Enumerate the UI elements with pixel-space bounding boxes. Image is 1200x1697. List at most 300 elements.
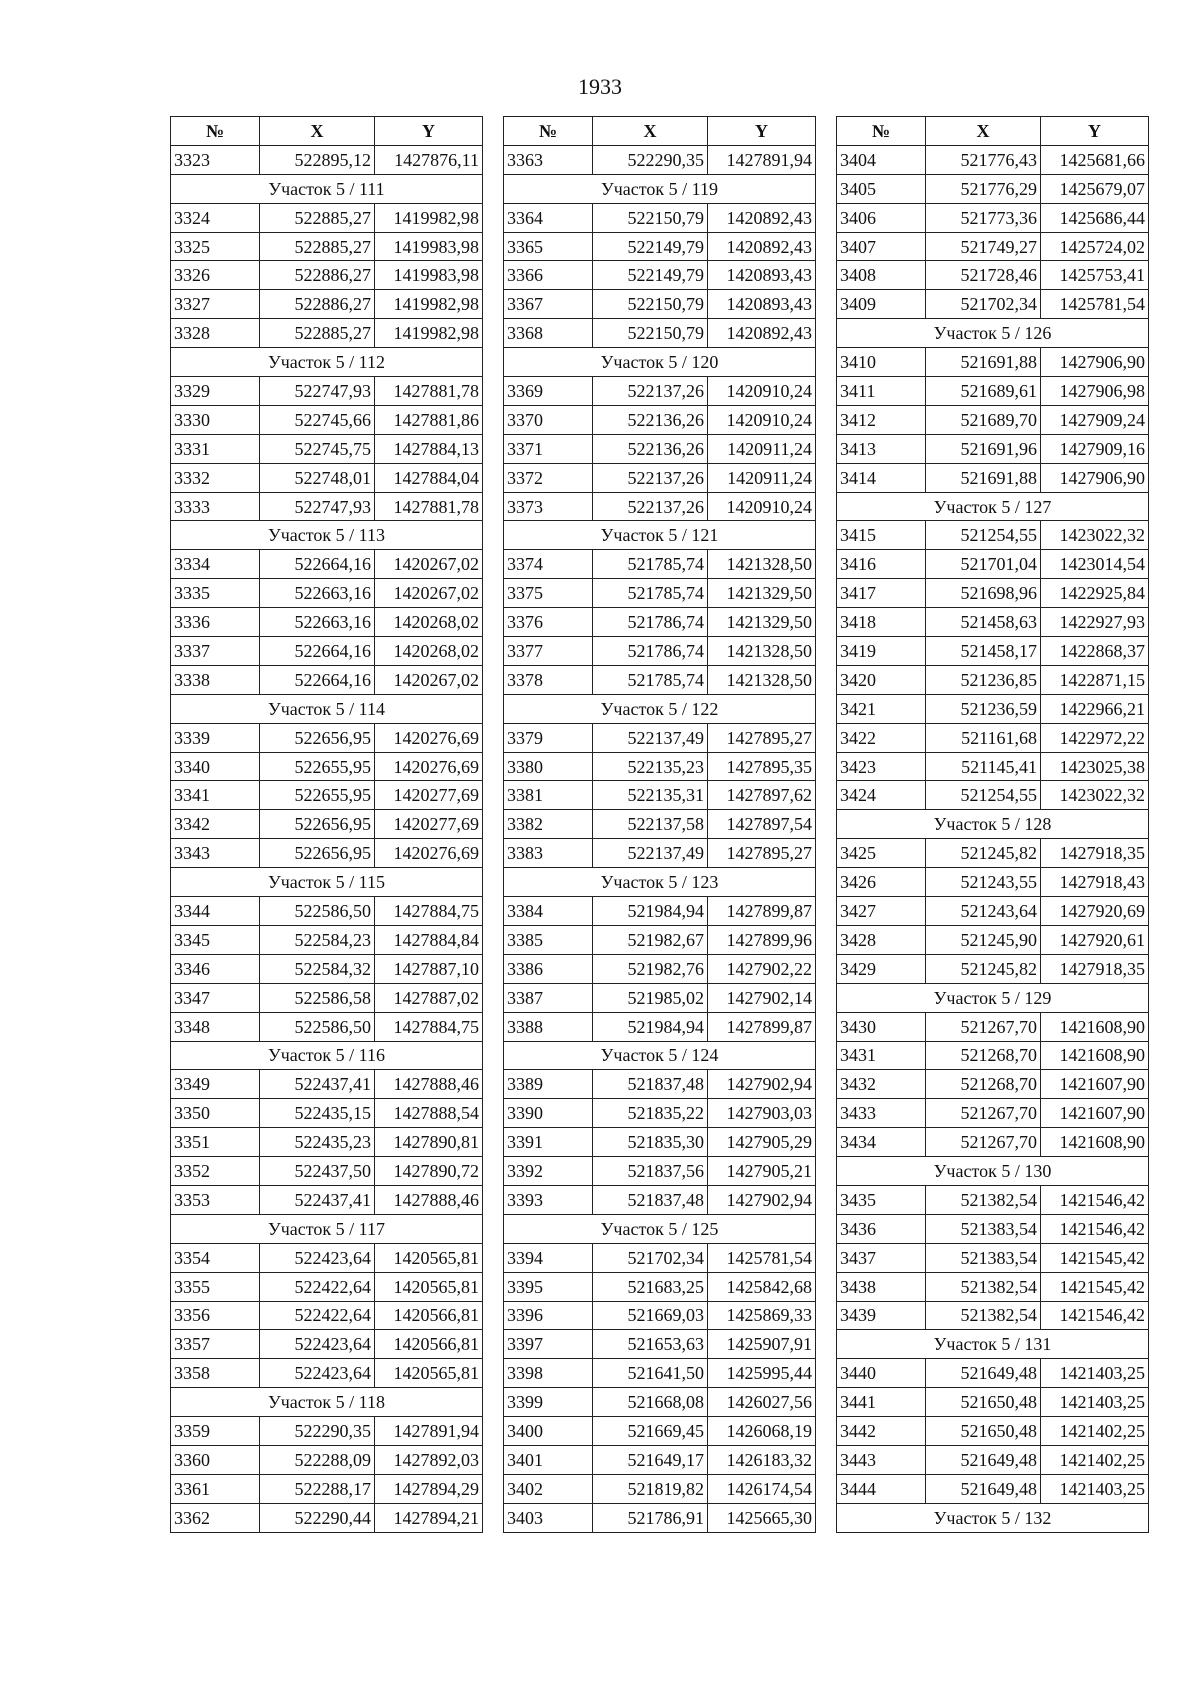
y-coordinate: 1420267,02 [375, 550, 483, 579]
section-title: Участок 5 / 123 [504, 868, 816, 897]
x-coordinate: 522423,64 [260, 1359, 375, 1388]
header-x: X [260, 117, 375, 146]
y-coordinate: 1421329,50 [708, 579, 816, 608]
point-number: 3409 [837, 290, 926, 319]
x-coordinate: 522150,79 [593, 290, 708, 319]
section-title: Участок 5 / 120 [504, 348, 816, 377]
table-row [837, 521, 1149, 550]
table-row [837, 637, 1149, 666]
point-number: 3436 [837, 1214, 926, 1243]
point-number: 3412 [837, 405, 926, 434]
point-number: 3404 [837, 145, 926, 174]
table-row [837, 463, 1149, 492]
table-row [837, 839, 1149, 868]
x-coordinate: 522137,49 [593, 839, 708, 868]
y-coordinate: 1427918,43 [1041, 868, 1149, 897]
y-coordinate: 1427895,27 [708, 723, 816, 752]
x-coordinate: 522435,15 [260, 1099, 375, 1128]
point-number: 3405 [837, 174, 926, 203]
table-row [171, 290, 483, 319]
x-coordinate: 521145,41 [926, 752, 1041, 781]
x-coordinate: 521786,74 [593, 608, 708, 637]
point-number: 3442 [837, 1417, 926, 1446]
y-coordinate: 1425724,02 [1041, 232, 1149, 261]
section-row [837, 1503, 1149, 1532]
x-coordinate: 522895,12 [260, 145, 375, 174]
x-coordinate: 521982,76 [593, 954, 708, 983]
point-number: 3343 [171, 839, 260, 868]
point-number: 3411 [837, 377, 926, 406]
x-coordinate: 521268,70 [926, 1070, 1041, 1099]
point-number: 3437 [837, 1243, 926, 1272]
point-number: 3395 [504, 1272, 593, 1301]
table-row [837, 897, 1149, 926]
point-number: 3423 [837, 752, 926, 781]
y-coordinate: 1427887,10 [375, 954, 483, 983]
x-coordinate: 522656,95 [260, 839, 375, 868]
table-row [504, 377, 816, 406]
table-row [837, 405, 1149, 434]
x-coordinate: 521650,48 [926, 1388, 1041, 1417]
point-number: 3380 [504, 752, 593, 781]
table-row [837, 1041, 1149, 1070]
x-coordinate: 522584,32 [260, 954, 375, 983]
table-row [837, 145, 1149, 174]
point-number: 3396 [504, 1301, 593, 1330]
point-number: 3370 [504, 405, 593, 434]
y-coordinate: 1420276,69 [375, 752, 483, 781]
point-number: 3326 [171, 261, 260, 290]
y-coordinate: 1423022,32 [1041, 521, 1149, 550]
y-coordinate: 1421328,50 [708, 665, 816, 694]
y-coordinate: 1426027,56 [708, 1388, 816, 1417]
y-coordinate: 1421607,90 [1041, 1070, 1149, 1099]
y-coordinate: 1420892,43 [708, 232, 816, 261]
y-coordinate: 1427876,11 [375, 145, 483, 174]
table-row [504, 897, 816, 926]
y-coordinate: 1427884,75 [375, 897, 483, 926]
x-coordinate: 521773,36 [926, 203, 1041, 232]
x-coordinate: 521691,88 [926, 348, 1041, 377]
point-number: 3366 [504, 261, 593, 290]
section-row [504, 1214, 816, 1243]
table-row [504, 1099, 816, 1128]
table-row [837, 348, 1149, 377]
point-number: 3399 [504, 1388, 593, 1417]
x-coordinate: 521785,74 [593, 665, 708, 694]
point-number: 3371 [504, 434, 593, 463]
x-coordinate: 522655,95 [260, 752, 375, 781]
point-number: 3419 [837, 637, 926, 666]
x-coordinate: 522137,26 [593, 492, 708, 521]
x-coordinate: 522664,16 [260, 550, 375, 579]
point-number: 3392 [504, 1157, 593, 1186]
table-row [837, 1359, 1149, 1388]
section-title: Участок 5 / 115 [171, 868, 483, 897]
point-number: 3440 [837, 1359, 926, 1388]
point-number: 3327 [171, 290, 260, 319]
section-title: Участок 5 / 119 [504, 174, 816, 203]
table-row [171, 1243, 483, 1272]
x-coordinate: 522136,26 [593, 434, 708, 463]
point-number: 3365 [504, 232, 593, 261]
point-number: 3341 [171, 781, 260, 810]
table-row [837, 1474, 1149, 1503]
x-coordinate: 522584,23 [260, 925, 375, 954]
table-row [504, 550, 816, 579]
point-number: 3391 [504, 1128, 593, 1157]
table-row [837, 781, 1149, 810]
y-coordinate: 1427902,14 [708, 983, 816, 1012]
y-coordinate: 1420276,69 [375, 839, 483, 868]
x-coordinate: 522663,16 [260, 579, 375, 608]
x-coordinate: 521649,48 [926, 1474, 1041, 1503]
y-coordinate: 1427906,90 [1041, 463, 1149, 492]
x-coordinate: 521691,88 [926, 463, 1041, 492]
x-coordinate: 521650,48 [926, 1417, 1041, 1446]
table-row [837, 925, 1149, 954]
point-number: 3416 [837, 550, 926, 579]
point-number: 3372 [504, 463, 593, 492]
y-coordinate: 1421328,50 [708, 550, 816, 579]
y-coordinate: 1427890,81 [375, 1128, 483, 1157]
table-row [504, 1445, 816, 1474]
coordinates-table-1 [170, 116, 483, 1533]
point-number: 3417 [837, 579, 926, 608]
y-coordinate: 1427888,46 [375, 1070, 483, 1099]
y-coordinate: 1427888,54 [375, 1099, 483, 1128]
point-number: 3361 [171, 1474, 260, 1503]
table-row [504, 608, 816, 637]
point-number: 3349 [171, 1070, 260, 1099]
header-y: Y [1041, 117, 1149, 146]
table-row [504, 290, 816, 319]
y-coordinate: 1427884,84 [375, 925, 483, 954]
x-coordinate: 521243,64 [926, 897, 1041, 926]
y-coordinate: 1427902,94 [708, 1070, 816, 1099]
x-coordinate: 521837,56 [593, 1157, 708, 1186]
table-row [171, 1128, 483, 1157]
point-number: 3344 [171, 897, 260, 926]
x-coordinate: 521267,70 [926, 1099, 1041, 1128]
point-number: 3381 [504, 781, 593, 810]
x-coordinate: 521161,68 [926, 723, 1041, 752]
table-row [837, 1301, 1149, 1330]
table-row [504, 781, 816, 810]
point-number: 3340 [171, 752, 260, 781]
point-number: 3334 [171, 550, 260, 579]
point-number: 3353 [171, 1185, 260, 1214]
y-coordinate: 1420910,24 [708, 492, 816, 521]
table-row [171, 1503, 483, 1532]
point-number: 3351 [171, 1128, 260, 1157]
x-coordinate: 521819,82 [593, 1474, 708, 1503]
y-coordinate: 1422868,37 [1041, 637, 1149, 666]
section-row [171, 348, 483, 377]
section-title: Участок 5 / 131 [837, 1330, 1149, 1359]
table-row [504, 463, 816, 492]
point-number: 3357 [171, 1330, 260, 1359]
x-coordinate: 521749,27 [926, 232, 1041, 261]
y-coordinate: 1427891,94 [375, 1417, 483, 1446]
x-coordinate: 522137,49 [593, 723, 708, 752]
point-number: 3373 [504, 492, 593, 521]
section-row [504, 868, 816, 897]
y-coordinate: 1423025,38 [1041, 752, 1149, 781]
x-coordinate: 521641,50 [593, 1359, 708, 1388]
table-row [504, 839, 816, 868]
x-coordinate: 521267,70 [926, 1012, 1041, 1041]
y-coordinate: 1421329,50 [708, 608, 816, 637]
y-coordinate: 1419983,98 [375, 261, 483, 290]
header-num: № [504, 117, 593, 146]
section-row [837, 810, 1149, 839]
y-coordinate: 1427881,86 [375, 405, 483, 434]
table-row [837, 1388, 1149, 1417]
x-coordinate: 521982,67 [593, 925, 708, 954]
header-row [837, 117, 1149, 146]
x-coordinate: 522586,58 [260, 983, 375, 1012]
x-coordinate: 522437,41 [260, 1070, 375, 1099]
x-coordinate: 521254,55 [926, 781, 1041, 810]
y-coordinate: 1427897,62 [708, 781, 816, 810]
x-coordinate: 521776,43 [926, 145, 1041, 174]
table-row [837, 752, 1149, 781]
x-coordinate: 522150,79 [593, 319, 708, 348]
point-number: 3329 [171, 377, 260, 406]
x-coordinate: 521835,30 [593, 1128, 708, 1157]
y-coordinate: 1421328,50 [708, 637, 816, 666]
x-coordinate: 521785,74 [593, 579, 708, 608]
table-row [837, 665, 1149, 694]
section-row [171, 1388, 483, 1417]
point-number: 3435 [837, 1185, 926, 1214]
y-coordinate: 1425869,33 [708, 1301, 816, 1330]
y-coordinate: 1423014,54 [1041, 550, 1149, 579]
x-coordinate: 521786,74 [593, 637, 708, 666]
point-number: 3428 [837, 925, 926, 954]
point-number: 3379 [504, 723, 593, 752]
table-row [171, 925, 483, 954]
y-coordinate: 1427884,13 [375, 434, 483, 463]
table-row [837, 1417, 1149, 1446]
y-coordinate: 1425842,68 [708, 1272, 816, 1301]
section-title: Участок 5 / 125 [504, 1214, 816, 1243]
x-coordinate: 522290,44 [260, 1503, 375, 1532]
x-coordinate: 521245,90 [926, 925, 1041, 954]
x-coordinate: 521268,70 [926, 1041, 1041, 1070]
table-row [837, 694, 1149, 723]
section-row [504, 348, 816, 377]
y-coordinate: 1421608,90 [1041, 1128, 1149, 1157]
x-coordinate: 521458,63 [926, 608, 1041, 637]
table-row [837, 1099, 1149, 1128]
point-number: 3383 [504, 839, 593, 868]
point-number: 3430 [837, 1012, 926, 1041]
y-coordinate: 1419982,98 [375, 290, 483, 319]
table-row [837, 608, 1149, 637]
point-number: 3356 [171, 1301, 260, 1330]
x-coordinate: 521653,63 [593, 1330, 708, 1359]
y-coordinate: 1419982,98 [375, 203, 483, 232]
y-coordinate: 1422927,93 [1041, 608, 1149, 637]
x-coordinate: 521785,74 [593, 550, 708, 579]
point-number: 3443 [837, 1445, 926, 1474]
table-row [837, 1272, 1149, 1301]
point-number: 3385 [504, 925, 593, 954]
table-row [171, 492, 483, 521]
x-coordinate: 521701,04 [926, 550, 1041, 579]
point-number: 3434 [837, 1128, 926, 1157]
y-coordinate: 1419982,98 [375, 319, 483, 348]
x-coordinate: 521236,59 [926, 694, 1041, 723]
table-row [504, 1503, 816, 1532]
point-number: 3347 [171, 983, 260, 1012]
x-coordinate: 521649,17 [593, 1445, 708, 1474]
table-row [171, 1185, 483, 1214]
point-number: 3332 [171, 463, 260, 492]
point-number: 3444 [837, 1474, 926, 1503]
section-title: Участок 5 / 113 [171, 521, 483, 550]
x-coordinate: 521382,54 [926, 1185, 1041, 1214]
y-coordinate: 1422972,22 [1041, 723, 1149, 752]
point-number: 3336 [171, 608, 260, 637]
y-coordinate: 1425665,30 [708, 1503, 816, 1532]
table-row [504, 1243, 816, 1272]
table-row [837, 1214, 1149, 1243]
point-number: 3355 [171, 1272, 260, 1301]
x-coordinate: 521236,85 [926, 665, 1041, 694]
x-coordinate: 521776,29 [926, 174, 1041, 203]
y-coordinate: 1420910,24 [708, 377, 816, 406]
y-coordinate: 1421546,42 [1041, 1214, 1149, 1243]
y-coordinate: 1427918,35 [1041, 954, 1149, 983]
x-coordinate: 522885,27 [260, 319, 375, 348]
y-coordinate: 1427891,94 [708, 145, 816, 174]
y-coordinate: 1420267,02 [375, 579, 483, 608]
section-row [171, 174, 483, 203]
header-y: Y [708, 117, 816, 146]
x-coordinate: 521669,45 [593, 1417, 708, 1446]
y-coordinate: 1420892,43 [708, 203, 816, 232]
table-row [504, 1185, 816, 1214]
coordinates-table-3 [836, 116, 1149, 1533]
point-number: 3352 [171, 1157, 260, 1186]
point-number: 3394 [504, 1243, 593, 1272]
y-coordinate: 1420893,43 [708, 290, 816, 319]
x-coordinate: 522656,95 [260, 810, 375, 839]
point-number: 3403 [504, 1503, 593, 1532]
point-number: 3359 [171, 1417, 260, 1446]
y-coordinate: 1421608,90 [1041, 1041, 1149, 1070]
section-row [504, 1041, 816, 1070]
table-row [171, 1301, 483, 1330]
table-row [504, 232, 816, 261]
point-number: 3367 [504, 290, 593, 319]
y-coordinate: 1420911,24 [708, 463, 816, 492]
table-row [171, 1099, 483, 1128]
section-row [171, 521, 483, 550]
point-number: 3439 [837, 1301, 926, 1330]
x-coordinate: 522745,66 [260, 405, 375, 434]
y-coordinate: 1427906,90 [1041, 348, 1149, 377]
y-coordinate: 1420276,69 [375, 723, 483, 752]
x-coordinate: 521669,03 [593, 1301, 708, 1330]
y-coordinate: 1420910,24 [708, 405, 816, 434]
x-coordinate: 521383,54 [926, 1243, 1041, 1272]
y-coordinate: 1420277,69 [375, 781, 483, 810]
table-row [171, 232, 483, 261]
point-number: 3339 [171, 723, 260, 752]
section-row [171, 1041, 483, 1070]
table-row [171, 377, 483, 406]
section-row [837, 492, 1149, 521]
x-coordinate: 521691,96 [926, 434, 1041, 463]
section-title: Участок 5 / 112 [171, 348, 483, 377]
x-coordinate: 522150,79 [593, 203, 708, 232]
table-row [504, 723, 816, 752]
table-row [837, 1243, 1149, 1272]
point-number: 3393 [504, 1185, 593, 1214]
point-number: 3389 [504, 1070, 593, 1099]
table-row [171, 723, 483, 752]
x-coordinate: 522586,50 [260, 897, 375, 926]
y-coordinate: 1425995,44 [708, 1359, 816, 1388]
table-row [504, 579, 816, 608]
section-row [837, 319, 1149, 348]
table-row [171, 579, 483, 608]
section-title: Участок 5 / 124 [504, 1041, 816, 1070]
section-title: Участок 5 / 118 [171, 1388, 483, 1417]
x-coordinate: 521728,46 [926, 261, 1041, 290]
point-number: 3426 [837, 868, 926, 897]
y-coordinate: 1427920,69 [1041, 897, 1149, 926]
x-coordinate: 522656,95 [260, 723, 375, 752]
y-coordinate: 1427899,87 [708, 1012, 816, 1041]
x-coordinate: 522288,09 [260, 1445, 375, 1474]
x-coordinate: 521267,70 [926, 1128, 1041, 1157]
y-coordinate: 1420267,02 [375, 665, 483, 694]
y-coordinate: 1425679,07 [1041, 174, 1149, 203]
x-coordinate: 522137,26 [593, 463, 708, 492]
point-number: 3362 [171, 1503, 260, 1532]
x-coordinate: 521458,17 [926, 637, 1041, 666]
point-number: 3331 [171, 434, 260, 463]
x-coordinate: 522149,79 [593, 261, 708, 290]
table-row [504, 434, 816, 463]
table-row [171, 781, 483, 810]
point-number: 3323 [171, 145, 260, 174]
table-row [837, 1185, 1149, 1214]
table-row [171, 261, 483, 290]
point-number: 3338 [171, 665, 260, 694]
x-coordinate: 521649,48 [926, 1359, 1041, 1388]
y-coordinate: 1427902,94 [708, 1185, 816, 1214]
y-coordinate: 1427895,35 [708, 752, 816, 781]
table-row [837, 723, 1149, 752]
y-coordinate: 1427903,03 [708, 1099, 816, 1128]
point-number: 3420 [837, 665, 926, 694]
section-title: Участок 5 / 127 [837, 492, 1149, 521]
y-coordinate: 1427894,21 [375, 1503, 483, 1532]
x-coordinate: 521985,02 [593, 983, 708, 1012]
y-coordinate: 1420565,81 [375, 1272, 483, 1301]
y-coordinate: 1426068,19 [708, 1417, 816, 1446]
x-coordinate: 522886,27 [260, 261, 375, 290]
y-coordinate: 1420911,24 [708, 434, 816, 463]
y-coordinate: 1419983,98 [375, 232, 483, 261]
x-coordinate: 522664,16 [260, 665, 375, 694]
